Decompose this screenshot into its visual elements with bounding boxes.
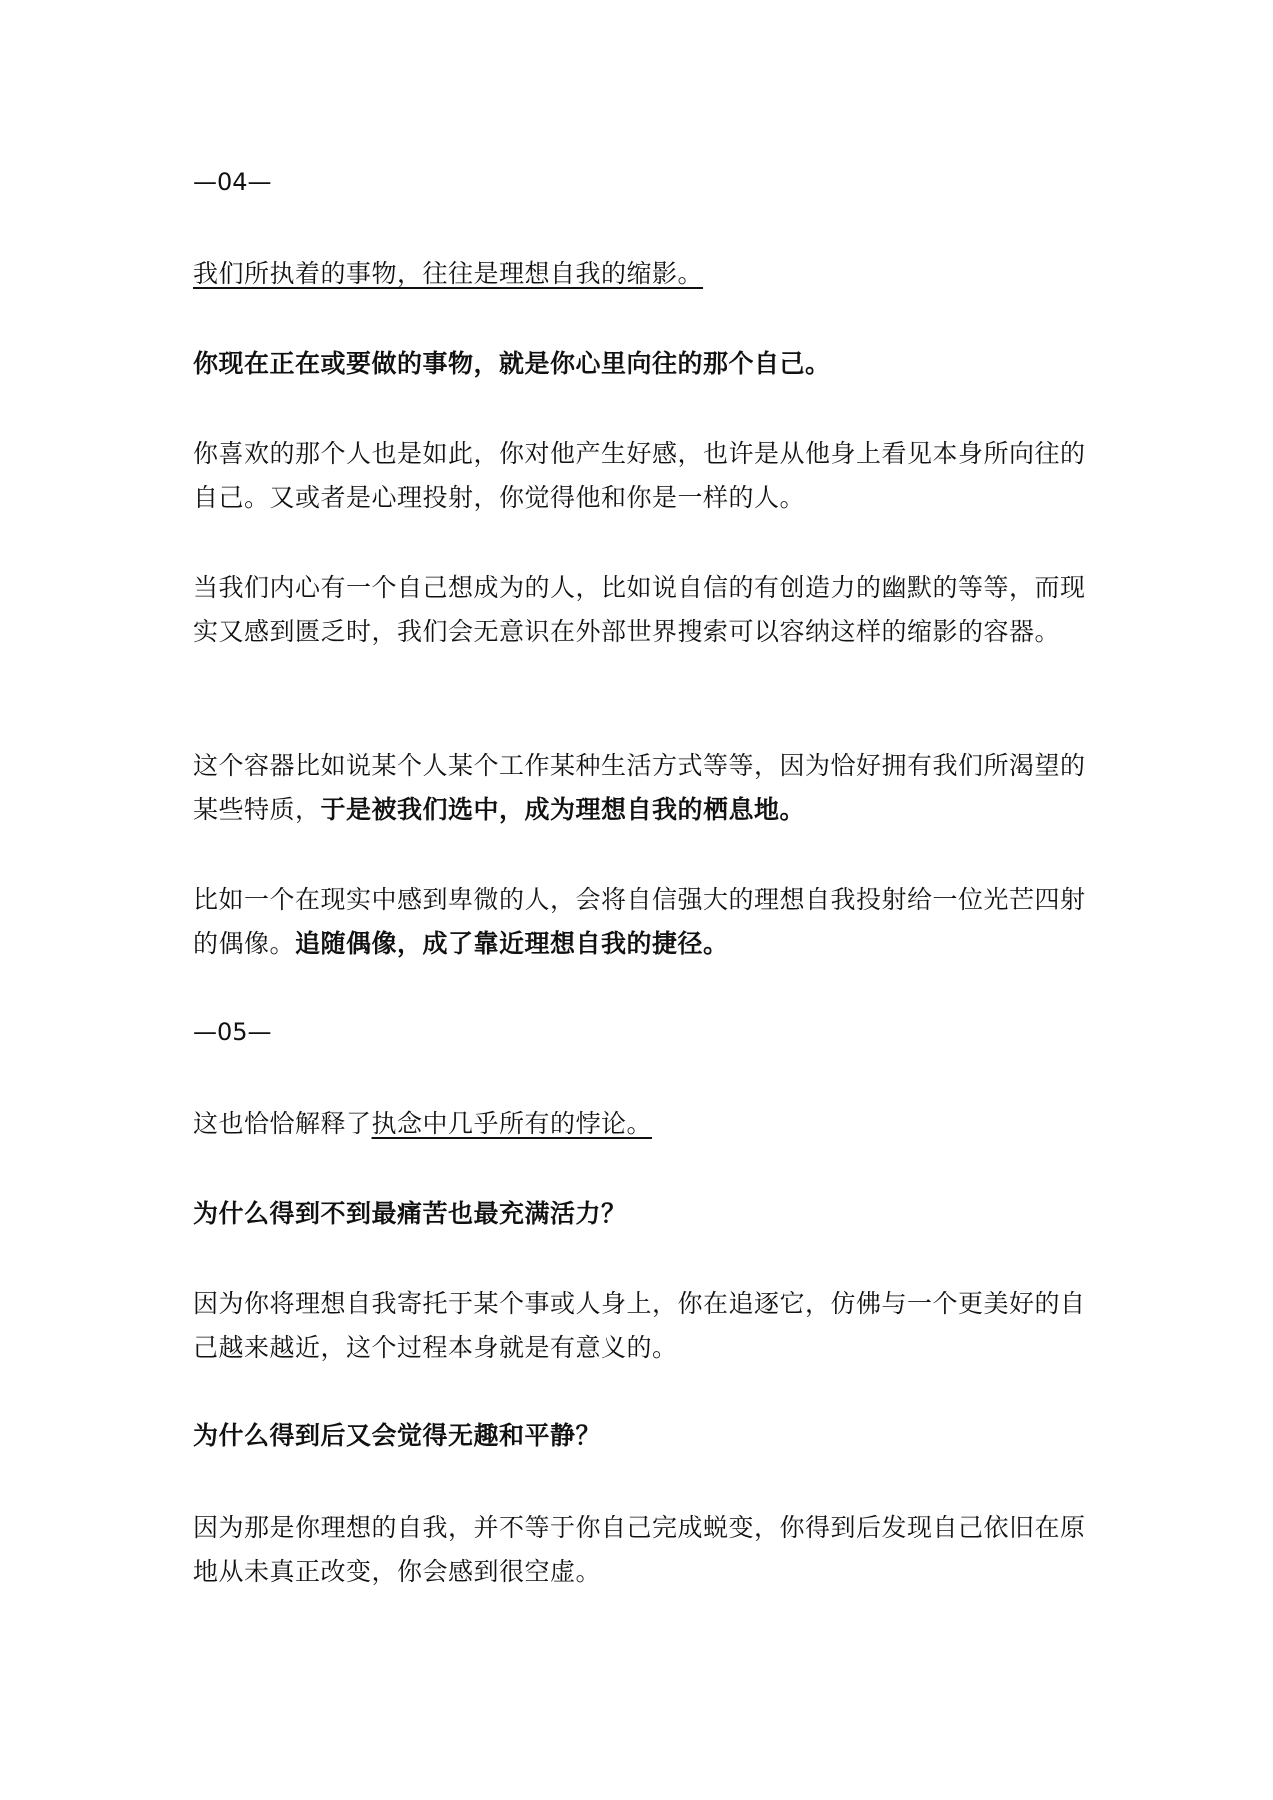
underlined-sentence: 我们所执着的事物，往往是理想自我的缩影。 [193, 259, 704, 288]
paragraph-inner-self: 当我们内心有一个自己想成为的人，比如说自信的有创造力的幽默的等等，而现实又感到匮乏时，我们会无意识在外部世界搜索可以容纳这样的缩影的容器。 [193, 573, 1086, 646]
section-marker-04: —04— [193, 168, 272, 196]
paragraph-bold-statement: 你现在正在或要做的事物，就是你心里向往的那个自己。 [193, 349, 831, 378]
paragraph-underlined [193, 252, 1093, 296]
paragraph-container [193, 744, 1093, 832]
paragraph-liked-person: 你喜欢的那个人也是如此，你对他产生好感，也许是从他身上看见本身所向往的自己。又或者是心理投射，你觉得他和你是一样的人。 [193, 439, 1086, 512]
paragraph-idol [193, 878, 1093, 966]
answer-2: 因为那是你理想的自我，并不等于你自己完成蜕变，你得到后发现自己依旧在原地从未真正改变，你会感到很空虚。 [193, 1513, 1086, 1586]
paragraph-container-text: 这个容器比如说某个人某个工作某种生活方式等等，因为恰好拥有我们所渴望的某些特质， [193, 751, 1086, 824]
question-2: 为什么得到后又会觉得无趣和平静？ [193, 1421, 602, 1450]
paragraph-paradox [193, 1102, 1093, 1146]
question-1: 为什么得到不到最痛苦也最充满活力？ [193, 1199, 627, 1228]
paradox-underlined: 执念中几乎所有的悖论。 [371, 1109, 653, 1138]
paragraph-container-bold: 于是被我们选中，成为理想自我的栖息地。 [320, 795, 806, 824]
answer-1: 因为你将理想自我寄托于某个事或人身上，你在追逐它，仿佛与一个更美好的自己越来越近，这个过程本身就是有意义的。 [193, 1289, 1086, 1362]
paragraph-paradox-text: 这也恰恰解释了 [193, 1109, 372, 1138]
paragraph-idol-bold: 追随偶像，成了靠近理想自我的捷径。 [295, 929, 729, 958]
section-marker-05: —05— [193, 1018, 272, 1046]
paragraph-idol-text: 比如一个在现实中感到卑微的人，会将自信强大的理想自我投射给一位光芒四射的偶像。 [193, 885, 1086, 958]
